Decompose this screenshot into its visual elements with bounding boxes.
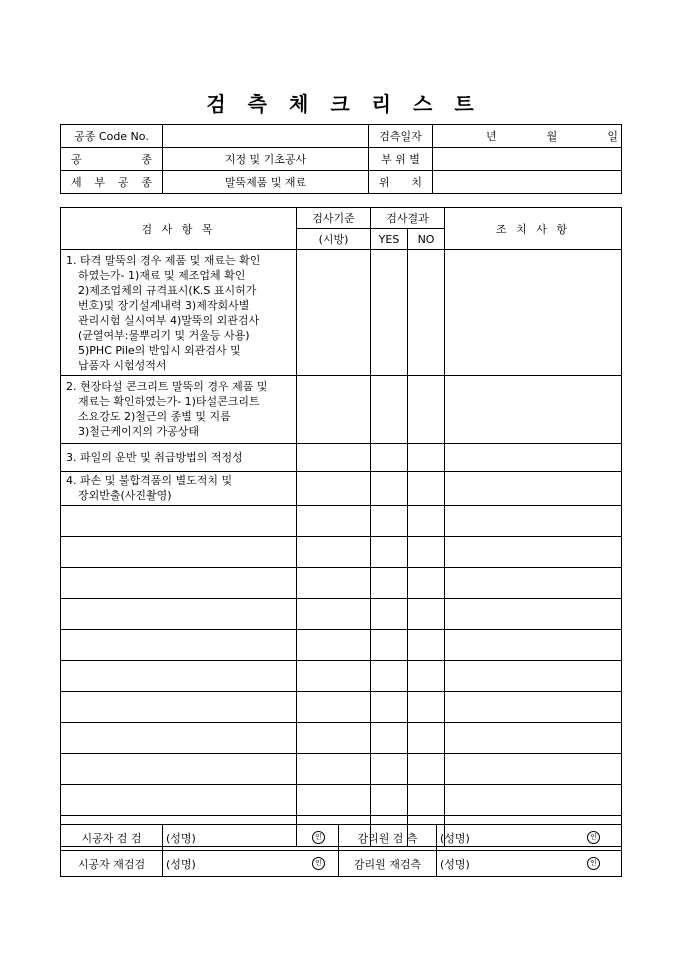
action-cell[interactable] [445, 537, 622, 568]
header-table [60, 124, 622, 194]
action-cell[interactable] [445, 661, 622, 692]
name-placeholder: (성명) [440, 857, 470, 871]
check-item-line: 1. 타격 말뚝의 경우 제품 및 재료는 확인 [66, 254, 261, 267]
document-title [0, 88, 680, 117]
standard-cell[interactable] [297, 506, 371, 537]
contractor-check-label: 시공자 검 검 [61, 825, 163, 851]
standard-cell[interactable] [297, 568, 371, 599]
check-item-4 [61, 472, 297, 506]
yes-cell[interactable] [371, 376, 408, 444]
action-cell[interactable] [445, 723, 622, 754]
title-char: 체 [289, 92, 309, 116]
col-standard-header-top: 검사기준 [297, 208, 371, 229]
check-header-row-1 [61, 208, 622, 229]
yes-cell[interactable] [371, 661, 408, 692]
header-row-code [61, 125, 622, 148]
date-value[interactable] [433, 125, 622, 148]
supervisor-check-signature[interactable] [437, 825, 622, 851]
empty-row [61, 661, 622, 692]
standard-cell[interactable] [297, 661, 371, 692]
sign-table [60, 824, 622, 877]
seal-icon: 인 [587, 831, 600, 844]
sign-row-2 [61, 851, 622, 877]
contractor-recheck-signature[interactable] [163, 851, 339, 877]
empty-row [61, 568, 622, 599]
part-label: 부 위 별 [369, 148, 433, 171]
name-placeholder: (성명) [166, 857, 196, 871]
check-item-line: 2)제조업체의 규격표시(K.S 표시허가 [78, 284, 257, 297]
header-row-detail [61, 171, 622, 194]
empty-row [61, 754, 622, 785]
action-cell[interactable] [445, 692, 622, 723]
code-label: 공종 Code No. [61, 125, 163, 148]
detail-value[interactable]: 말뚝제품 및 재료 [163, 171, 369, 194]
check-item-3 [61, 444, 297, 472]
title-char: 검 [206, 92, 226, 116]
sign-row-1 [61, 825, 622, 851]
no-cell[interactable] [408, 444, 445, 472]
location-label: 위 치 [369, 171, 433, 194]
yes-cell[interactable] [371, 472, 408, 506]
standard-cell[interactable] [297, 785, 371, 816]
check-item-1 [61, 250, 297, 376]
item-cell[interactable] [61, 723, 297, 754]
standard-cell[interactable] [297, 692, 371, 723]
title-char: 트 [454, 92, 474, 116]
date-day: 일 [607, 130, 618, 143]
no-cell[interactable] [408, 472, 445, 506]
no-cell[interactable] [408, 599, 445, 630]
no-cell[interactable] [408, 692, 445, 723]
check-item-line: 5)PHC Pile의 반입시 외관검사 및 [78, 344, 241, 357]
item-cell[interactable] [61, 785, 297, 816]
item-cell[interactable] [61, 506, 297, 537]
date-month: 월 [546, 130, 558, 143]
col-no-header: NO [408, 229, 445, 250]
check-row [61, 472, 622, 506]
title-char: 측 [247, 92, 267, 116]
seal-icon: 인 [587, 857, 600, 870]
standard-cell[interactable] [297, 472, 371, 506]
check-item-line: 번호)및 장기설계내력 3)제작회사별 [78, 299, 250, 312]
action-cell[interactable] [445, 472, 622, 506]
standard-cell[interactable] [297, 630, 371, 661]
col-standard-header-bottom: (시방) [297, 229, 371, 250]
code-value[interactable] [163, 125, 369, 148]
action-cell[interactable] [445, 785, 622, 816]
yes-cell[interactable] [371, 692, 408, 723]
yes-cell[interactable] [371, 785, 408, 816]
title-char: 스 [412, 92, 433, 116]
seal-icon: 인 [312, 831, 325, 844]
empty-row [61, 506, 622, 537]
action-cell[interactable] [445, 599, 622, 630]
standard-cell[interactable] [297, 376, 371, 444]
action-cell[interactable] [445, 506, 622, 537]
no-cell[interactable] [408, 723, 445, 754]
check-item-line: 소요강도 2)철근의 종별 및 지름 [78, 410, 231, 423]
standard-cell[interactable] [297, 444, 371, 472]
header-row-work [61, 148, 622, 171]
no-cell[interactable] [408, 250, 445, 376]
check-item-line: 4. 파손 및 불합격품의 별도적치 및 [66, 474, 233, 487]
action-cell[interactable] [445, 376, 622, 444]
col-result-header: 검사결과 [371, 208, 445, 229]
check-item-line: 관리시험 실시여부 4)말뚝의 외관검사 [78, 314, 260, 327]
check-item-line: 하였는가- 1)재료 및 제조업체 확인 [78, 269, 246, 282]
supervisor-recheck-signature[interactable] [437, 851, 622, 877]
item-cell[interactable] [61, 568, 297, 599]
work-value[interactable]: 지정 및 기초공사 [163, 148, 369, 171]
action-cell[interactable] [445, 754, 622, 785]
empty-row [61, 785, 622, 816]
action-cell[interactable] [445, 444, 622, 472]
yes-cell[interactable] [371, 754, 408, 785]
item-cell[interactable] [61, 754, 297, 785]
name-placeholder: (성명) [166, 831, 196, 845]
date-label: 검측일자 [369, 125, 433, 148]
no-cell[interactable] [408, 754, 445, 785]
col-yes-header: YES [371, 229, 408, 250]
item-cell[interactable] [61, 692, 297, 723]
standard-cell[interactable] [297, 599, 371, 630]
no-cell[interactable] [408, 568, 445, 599]
col-action-header: 조 치 사 항 [445, 208, 622, 250]
empty-row [61, 599, 622, 630]
check-row [61, 250, 622, 376]
check-item-line: 3. 파일의 운반 및 취급방법의 적정성 [66, 451, 243, 464]
title-char: 크 [330, 92, 350, 116]
supervisor-check-label: 감리원 검 측 [339, 825, 437, 851]
no-cell[interactable] [408, 506, 445, 537]
check-table [60, 207, 622, 847]
check-row [61, 376, 622, 444]
check-item-2 [61, 376, 297, 444]
no-cell[interactable] [408, 785, 445, 816]
contractor-recheck-label: 시공자 재검검 [61, 851, 163, 877]
check-item-line: 납품자 시험성적서 [78, 359, 167, 372]
yes-cell[interactable] [371, 250, 408, 376]
detail-label: 세 부 공 종 [61, 171, 163, 194]
date-year: 년 [486, 130, 497, 143]
standard-cell[interactable] [297, 250, 371, 376]
yes-cell[interactable] [371, 568, 408, 599]
item-cell[interactable] [61, 537, 297, 568]
action-cell[interactable] [445, 568, 622, 599]
standard-cell[interactable] [297, 723, 371, 754]
action-cell[interactable] [445, 630, 622, 661]
seal-icon: 인 [312, 857, 325, 870]
check-item-line: 3)철근케이지의 가공상태 [78, 425, 200, 438]
part-value[interactable] [433, 148, 622, 171]
name-placeholder: (성명) [440, 831, 470, 845]
no-cell[interactable] [408, 376, 445, 444]
empty-row [61, 537, 622, 568]
check-item-line: 장외반출(사진촬영) [78, 489, 172, 502]
check-item-line: 2. 현장타설 콘크리트 말뚝의 경우 제품 및 [66, 380, 268, 393]
no-cell[interactable] [408, 537, 445, 568]
check-item-line: (균열여부:물뿌리기 및 거울등 사용) [78, 329, 250, 342]
yes-cell[interactable] [371, 723, 408, 754]
title-char: 리 [371, 92, 391, 116]
no-cell[interactable] [408, 661, 445, 692]
standard-cell[interactable] [297, 537, 371, 568]
contractor-check-signature[interactable] [163, 825, 339, 851]
yes-cell[interactable] [371, 506, 408, 537]
check-row [61, 444, 622, 472]
yes-cell[interactable] [371, 630, 408, 661]
empty-row [61, 630, 622, 661]
empty-row [61, 723, 622, 754]
item-cell[interactable] [61, 630, 297, 661]
yes-cell[interactable] [371, 599, 408, 630]
no-cell[interactable] [408, 630, 445, 661]
supervisor-recheck-label: 감리원 재검측 [339, 851, 437, 877]
col-item-header: 검 사 항 목 [61, 208, 297, 250]
item-cell[interactable] [61, 661, 297, 692]
work-label: 공 종 [61, 148, 163, 171]
yes-cell[interactable] [371, 537, 408, 568]
action-cell[interactable] [445, 250, 622, 376]
item-cell[interactable] [61, 599, 297, 630]
check-item-line: 재료는 확인하였는가- 1)타설콘크리트 [78, 395, 260, 408]
empty-row [61, 692, 622, 723]
standard-cell[interactable] [297, 754, 371, 785]
location-value[interactable] [433, 171, 622, 194]
yes-cell[interactable] [371, 444, 408, 472]
